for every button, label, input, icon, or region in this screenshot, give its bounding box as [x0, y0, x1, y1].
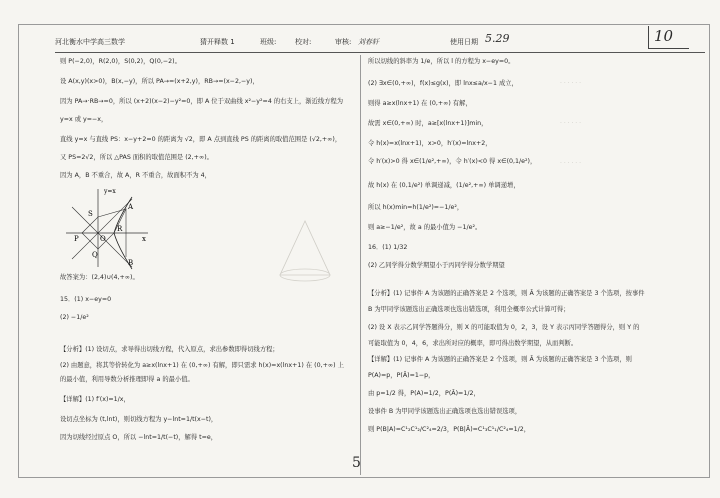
right-line: 【详解】(1) 记事件 A 为该题的正确答案是 2 个选项，则 Ā 为该题的正确答案是 3 个选项，则 — [368, 356, 632, 363]
label-p: P — [74, 235, 79, 243]
right-line: 令 h′(x)>0 得 x∈(1/e²,+∞)，令 h′(x)<0 得 x∈(0,1/e²)， — [368, 158, 537, 165]
label-q: Q — [92, 251, 98, 259]
page-number-handwritten: 5 — [352, 455, 361, 471]
column-divider — [360, 55, 361, 475]
right-line: 则 P(B|A)=C¹₂C¹₂/C²₄=2/3，P(B|Ā)=C¹₃C¹₁/C²₄=1/2， — [368, 426, 531, 433]
right-line: (2) 乙同学得分数学期望小于丙同学得分数学期望 — [368, 262, 505, 269]
label-eq: y=x — [104, 188, 116, 195]
left-line: 15．(1) x−ey=0 — [60, 296, 112, 303]
header-class-label: 班级: — [260, 38, 277, 46]
right-line: 令 h(x)=x(lnx+1)，x>0，h′(x)=lnx+2， — [368, 140, 492, 147]
right-line: 所以切线的斜率为 1/e，所以 l 的方程为 x−ey=0。 — [368, 58, 515, 65]
header-rule — [55, 52, 705, 53]
left-line: y=x 或 y=−x， — [60, 116, 108, 123]
right-line: 故需 x∈(0,+∞) 时，a≥[x(lnx+1)]min， — [368, 120, 488, 127]
right-line: B 为甲同学该题选出正确选项也选出错选项，利用全概率公式计算可得； — [368, 306, 570, 313]
left-line: 则 P(−2,0)，R(2,0)，S(0,2)，Q(0,−2)。 — [60, 58, 181, 65]
right-line: (2) ∃x∈(0,+∞)，f(x)≤g(x)，即 lnx≤a/x−1 成立， — [368, 80, 518, 87]
right-line: 故 h(x) 在 (0,1/e²) 单调递减，(1/e²,+∞) 单调递增， — [368, 182, 520, 189]
header-review-label: 审核: — [335, 38, 352, 46]
left-line: 因为 PA→·RB→=0，所以 (x+2)(x−2)−y²=0，即 A 位于双曲线 x²−y²=4 的右支上，渐近线方程为 — [60, 98, 344, 105]
right-line: (2) 设 X 表示乙同学答题得分，则 X 的可能取值为 0，2，3，设 Y 表示丙同学答题得分，则 Y 的 — [368, 324, 640, 331]
left-line: 【详解】(1) f′(x)=1/x， — [60, 396, 130, 403]
label-a: A — [128, 203, 134, 211]
label-r: R — [117, 225, 123, 233]
label-x: x — [142, 235, 146, 243]
ghost-sketch — [270, 215, 340, 285]
left-line: 的最小值，利用导数分析推理即得 a 的最小值。 — [60, 376, 194, 383]
right-line: 可能取值为 0，4，6，求出所对应的概率，即可得出数学期望，从而判断。 — [368, 340, 578, 347]
right-line: 由 p=1/2 得，P(A)=1/2，P(Ā)=1/2， — [368, 390, 480, 397]
right-line: 【分析】(1) 记事件 A 为该题的正确答案是 2 个选项，则 Ā 为该题的正确答案是 3 个选项，按事件 — [368, 290, 645, 297]
header-school: 河北衡水中学高三数学 — [55, 38, 125, 46]
left-line: (2) −1/e² — [60, 314, 89, 321]
scanned-page: 10 河北衡水中学高三数学 猜开释数 1 班级: 校对: 审核: 刘春轩 使用日期 5.29 · · · · · · · · · · · · · · · · · · 则 P(−2,0)，R(2,0)，S(0,2)，Q(0,−2)。 设 A(x,y)(x>0)，B(x,−y)，所以 PA→=(x+2,y)，RB→=(x−2,−y)， 因为 PA→·RB→=0，所以 (x+2)(x−2)−y²=0，即 A 位于双曲线 x²−y²=4 的右支上，渐近线方程为 y=x 或 y=−x， 直线 y=x 与直线 PS：x−y+2=0 的距离为 √2，即 A 点到直线 PS 的距离的取值范围是 (√2,+∞)， 又 PS=2√2，所以 △PAS 面积的取值范围是 (2,+∞)。 因为 A，B 不重合，故 A，R 不重合，故面积不为 4， 故答案为：(2,4)∪(4,+∞)。 15．(1) x−ey=0 (2) −1/e² 【分析】(1) 设切点，求导得出切线方程，代入原点，求出参数即得切线方程； (2) 由题意，将其等价转化为 a≥x(lnx+1) 在 (0,+∞) 有解，即只需求 h(x)=x(lnx+1) 在 (0,+∞) 上 的最小值，利用导数分析推理即得 a 的最小值。 【详解】(1) f′(x)=1/x， 设切点坐标为 (t,lnt)，则切线方程为 y−lnt=1/t(x−t)， 因为切线经过原点 O，所以 −lnt=1/t(−t)，解得 t=e， y=x S A P O R x Q B 所以切线的斜率为 1/e，所以 l 的方程为 x−ey=0。 (2) ∃x∈(0,+∞)，f(x)≤g(x)，即 lnx≤a/x−1 成立， 则得 a≥x(lnx+1) 在 (0,+∞) 有解， 故需 x∈(0,+∞) 时，a≥[x(lnx+1)]min， 令 h(x)=x(lnx+1)，x>0，h′(x)=lnx+2， 令 h′(x)>0 得 x∈(1/e²,+∞)，令 h′(x)<0 得 x∈(0,1/e²)， 故 h(x) 在 (0,1/e²) 单调递减，(1/e²,+∞) 单调递增， 所以 h(x)min=h(1/e²)=−1/e²， 则 a≥−1/e²，故 a 的最小值为 −1/e²。 16．(1) 1/32 (2) 乙同学得分数学期望小于丙同学得分数学期望 【分析】(1) 记事件 A 为该题的正确答案是 2 个选项，则 Ā 为该题的正确答案是 3 个选项，按事件 B 为甲同学该题选出正确选项也选出错选项，利用全概率公式计算可得； (2) 设 X 表示乙同学答题得分，则 X 的可能取值为 0，2，3，设 Y 表示丙同学答题得分，则 Y 的 可能取值为 0，4，6，求出所对应的概率，即可得出数学期望，从而判断。 【详解】(1) 记事件 A 为该题的正确答案是 2 个选项，则 Ā 为该题的正确答案是 3 个选项，则 P(A)=p，P(Ā)=1−p， 由 p=1/2 得，P(A)=1/2，P(Ā)=1/2， 设事件 B 为甲同学该题选出正确选项也选出错误选项， 则 P(B|A)=C¹₂C¹₂/C²₄=2/3，P(B|Ā)=C¹₃C¹₁/C²₄=1/2， 5 — [0, 0, 720, 498]
label-b: B — [128, 259, 134, 267]
left-line: 设 A(x,y)(x>0)，B(x,−y)，所以 PA→=(x+2,y)，RB→=(x−2,−y)， — [60, 78, 259, 85]
left-line: (2) 由题意，将其等价转化为 a≥x(lnx+1) 在 (0,+∞) 有解，即只需求 h(x)=x(lnx+1) 在 (0,+∞) 上 — [60, 362, 344, 369]
asymptote-pos — [72, 199, 132, 259]
left-line: 直线 y=x 与直线 PS：x−y+2=0 的距离为 √2，即 A 点到直线 PS 的距离的取值范围是 (√2,+∞)， — [60, 136, 342, 143]
left-line: 又 PS=2√2，所以 △PAS 面积的取值范围是 (2,+∞)。 — [60, 154, 213, 161]
right-line: 16．(1) 1/32 — [368, 244, 408, 251]
label-o: O — [100, 235, 106, 243]
left-line: 因为 A，B 不重合，故 A，R 不重合，故面积不为 4， — [60, 172, 211, 179]
right-line: P(A)=p，P(Ā)=1−p， — [368, 372, 435, 379]
left-line: 故答案为：(2,4)∪(4,+∞)。 — [60, 274, 139, 281]
left-line: 设切点坐标为 (t,lnt)，则切线方程为 y−lnt=1/t(x−t)， — [60, 416, 218, 423]
page-tag-handwritten: 10 — [654, 27, 674, 45]
right-line: 设事件 B 为甲同学该题选出正确选项也选出错误选项， — [368, 408, 522, 415]
header-review-sign: 刘春轩 — [358, 38, 379, 46]
right-line: 所以 h(x)min=h(1/e²)=−1/e²， — [368, 204, 464, 211]
right-line: 则 a≥−1/e²，故 a 的最小值为 −1/e²。 — [368, 224, 482, 231]
header-doc: 猜开释数 1 — [200, 38, 235, 46]
label-s: S — [88, 210, 93, 218]
header-date-value: 5.29 — [485, 32, 510, 45]
left-line: 因为切线经过原点 O，所以 −lnt=1/t(−t)，解得 t=e， — [60, 434, 218, 441]
hyperbola-figure — [62, 183, 152, 273]
right-line: 则得 a≥x(lnx+1) 在 (0,+∞) 有解， — [368, 100, 472, 107]
header-school-label: 校对: — [295, 38, 312, 46]
left-line: 【分析】(1) 设切点，求导得出切线方程，代入原点，求出参数即得切线方程； — [60, 346, 279, 353]
header-date-label: 使用日期 — [450, 38, 478, 46]
